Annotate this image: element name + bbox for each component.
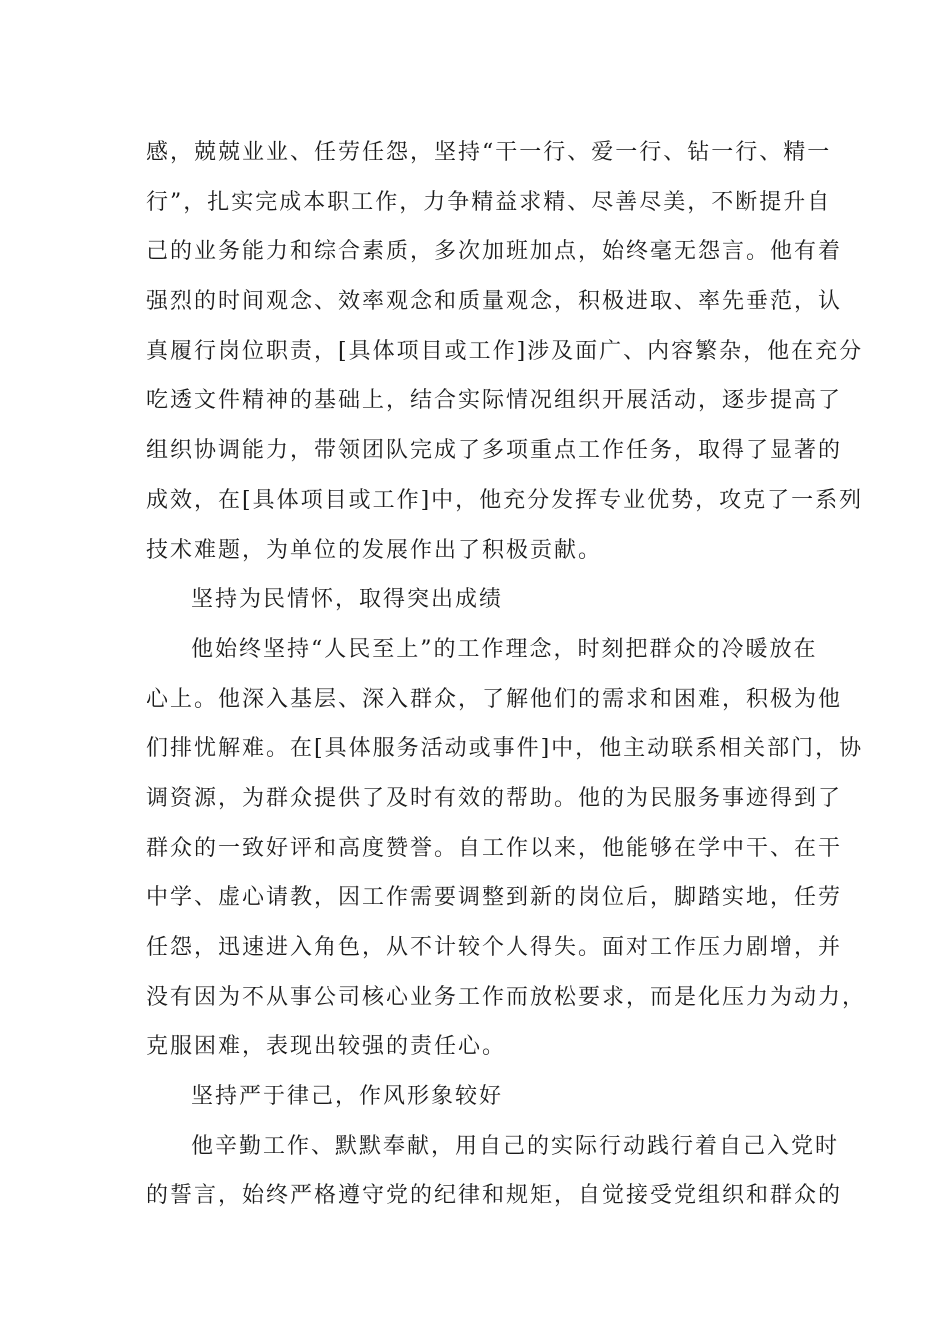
text-line: 没有因为不从事公司核心业务工作而放松要求，而是化压力为动力， [146,984,867,1010]
text-line: 真履行岗位职责，[具体项目或工作]涉及面广、内容繁杂，他在充分 [146,338,864,364]
text-line: 中学、虚心请教，因工作需要调整到新的岗位后，脚踏实地，任劳 [146,885,843,911]
text-line: 吃透文件精神的基础上，结合实际情况组织开展活动，逐步提高了 [146,388,843,414]
paragraph-first-line: 他辛勤工作、默默奉献，用自己的实际行动践行着自己入党时 [191,1133,840,1159]
text-line: 技术难题，为单位的发展作出了积极贡献。 [146,537,603,563]
text-line: 心上。他深入基层、深入群众，了解他们的需求和困难，积极为他 [146,686,843,712]
text-line: 强烈的时间观念、效率观念和质量观念，积极进取、率先垂范，认 [146,289,843,315]
text-line: 调资源，为群众提供了及时有效的帮助。他的为民服务事迹得到了 [146,785,843,811]
text-line: 成效，在[具体项目或工作]中，他充分发挥专业优势，攻克了一系列 [146,487,864,513]
text-line: 感，兢兢业业、任劳任怨，坚持“干一行、爱一行、钻一行、精一 [146,140,832,165]
text-line: 群众的一致好评和高度赞誉。自工作以来，他能够在学中干、在干 [146,835,843,861]
document-body [146,128,867,1221]
text-line: 己的业务能力和综合素质，多次加班加点，始终毫无怨言。他有着 [146,239,843,265]
text-line: 的誓言，始终严格遵守党的纪律和规矩，自觉接受党组织和群众的 [146,1183,843,1209]
text-line: 克服困难，表现出较强的责任心。 [146,1034,507,1060]
text-line: 任怨，迅速进入角色，从不计较个人得失。面对工作压力剧增，并 [146,935,843,960]
text-line: 组织协调能力，带领团队完成了多项重点工作任务，取得了显著的 [146,438,843,464]
section-heading: 坚持为民情怀，取得突出成绩 [191,587,504,613]
paragraph-first-line: 他始终坚持“人民至上”的工作理念，时刻把群众的冷暖放在 [191,636,818,662]
section-heading: 坚持严于律己，作风形象较好 [191,1084,504,1110]
text-line: 们排忧解难。在[具体服务活动或事件]中，他主动联系相关部门，协 [146,736,864,762]
text-line: 行”，扎实完成本职工作，力争精益求精、尽善尽美，不断提升自 [146,189,832,215]
